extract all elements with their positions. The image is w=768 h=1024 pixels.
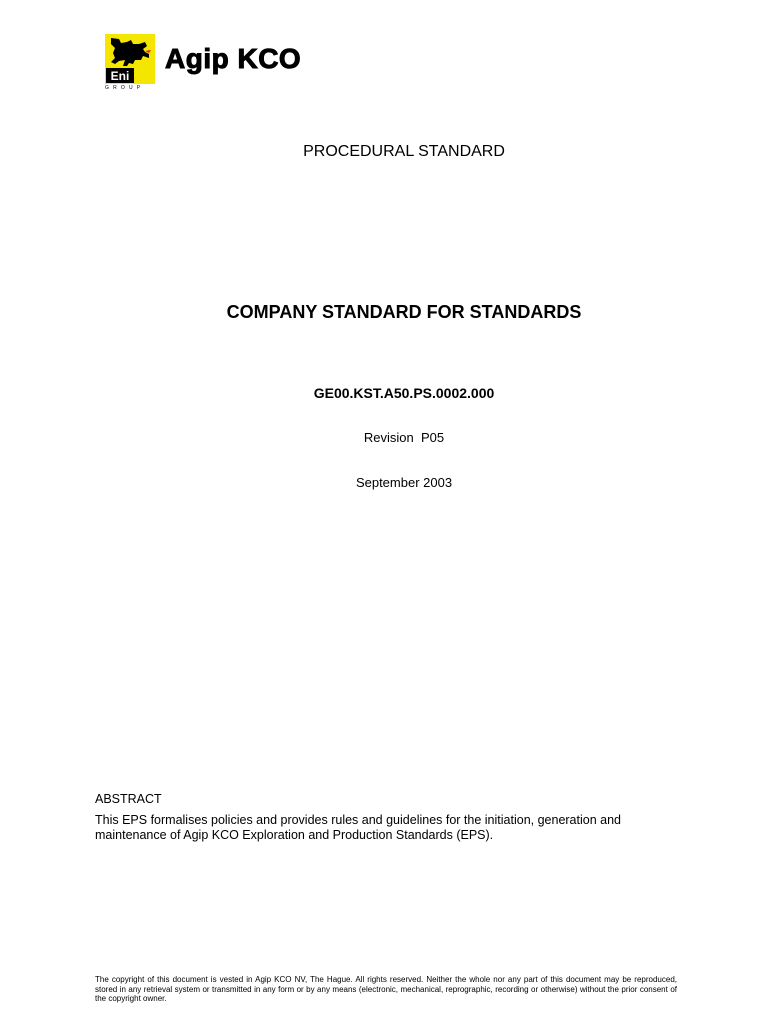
company-name: Agip KCO [165,43,302,74]
abstract-body: This EPS formalises policies and provides rules and guidelines for the initiation, generation and maintenance of Agip KCO Exploration and Production Standards (EPS). [95,813,621,842]
abstract-heading: ABSTRACT [95,792,162,806]
document-title: COMPANY STANDARD FOR STANDARDS [226,302,582,322]
eni-six-legged-dog-logo-icon [105,34,155,84]
document-code: GE00.KST.A50.PS.0002.000 [313,385,495,401]
document-date: September 2003 [355,475,453,490]
logo-group-caption: GROUP [105,85,145,91]
company-logo [105,34,320,96]
eni-brand-text: Eni [110,69,130,83]
document-type: PROCEDURAL STANDARD [303,143,505,160]
document-revision: Revision P05 [363,430,445,445]
copyright-notice: The copyright of this document is vested in Agip KCO NV, The Hague. All rights reserved. Neither the whole nor any part of this document may be reproduced, stored in any retrieval system or transmitted in any form or by any means (electronic, mechanical, reprographic, recording or otherwise) without the prior consent of the copyright owner. [95,975,677,1003]
